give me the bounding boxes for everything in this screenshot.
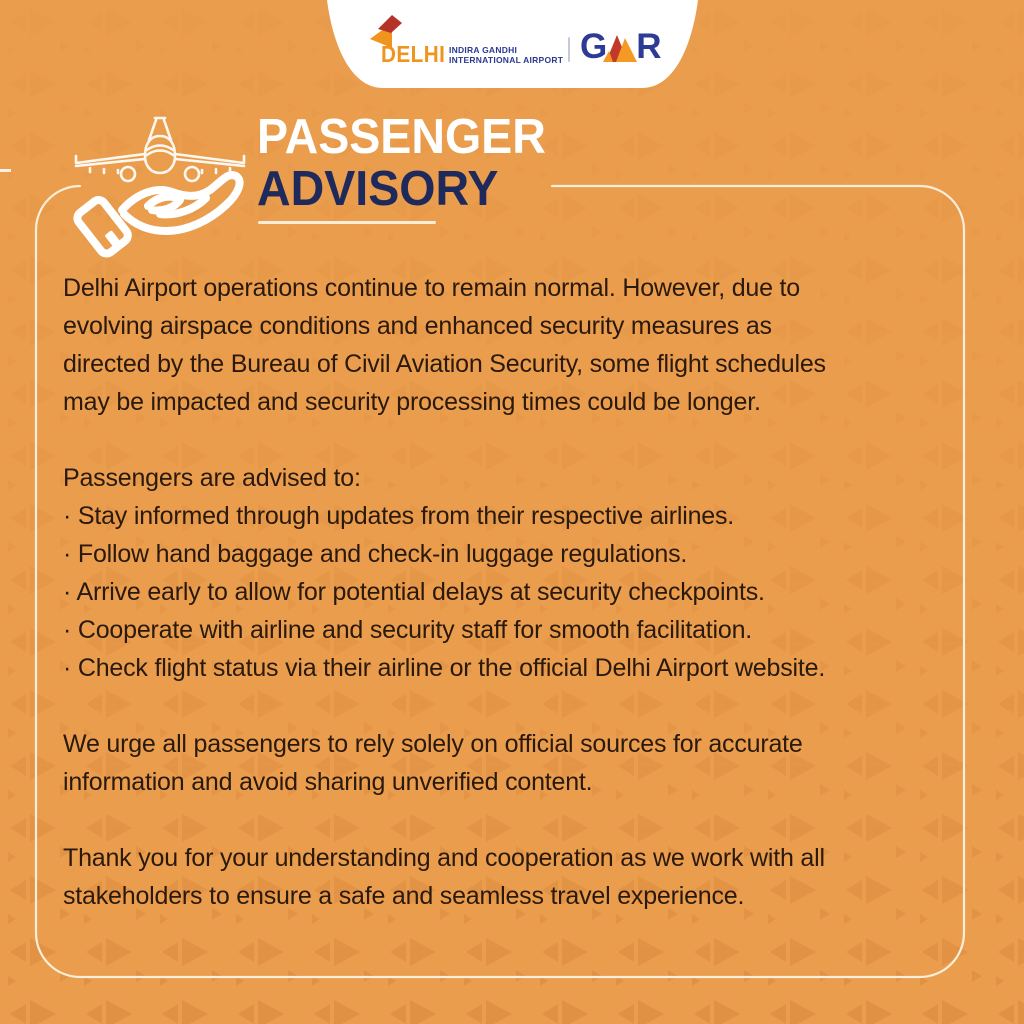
advisory-line: may be impacted and security processing times could be longer. bbox=[63, 388, 761, 416]
gmr-logo bbox=[580, 27, 661, 66]
advisory-line: information and avoid sharing unverified content. bbox=[63, 768, 593, 796]
header-logos bbox=[325, 0, 700, 88]
bullet-item: · Stay informed through updates from their respective airlines. bbox=[63, 502, 735, 530]
intro-paragraph bbox=[63, 269, 826, 421]
advisory-line: We urge all passengers to rely solely on official sources for accurate bbox=[63, 730, 803, 758]
gmr-letter-g: G bbox=[580, 27, 607, 66]
gmr-mountain-icon bbox=[603, 31, 639, 62]
delhi-logo-subtitle bbox=[449, 46, 563, 65]
bullet-item: · Arrive early to allow for potential delays at security checkpoints. bbox=[63, 578, 765, 606]
official-sources-paragraph bbox=[63, 725, 826, 801]
gmr-letter-r: R bbox=[636, 27, 661, 66]
thanks-paragraph bbox=[63, 839, 826, 915]
list-heading: Passengers are advised to: bbox=[63, 464, 361, 492]
advisory-line: Thank you for your understanding and cooperation as we work with all bbox=[63, 844, 825, 872]
left-edge-dash bbox=[0, 169, 11, 172]
title-underline bbox=[258, 221, 436, 224]
delhi-logo-text: DELHI bbox=[381, 41, 446, 67]
advisory-line: directed by the Bureau of Civil Aviation Security, some flight schedules bbox=[63, 350, 826, 378]
bullet-item: · Follow hand baggage and check-in luggage regulations. bbox=[63, 540, 688, 568]
page-title-line2: ADVISORY bbox=[257, 162, 499, 216]
advice-list bbox=[63, 459, 826, 687]
delhi-subtitle-line1: INDIRA GANDHI bbox=[449, 45, 518, 55]
bullet-item: · Check flight status via their airline or the official Delhi Airport website. bbox=[63, 654, 826, 682]
plane-in-hand-icon bbox=[60, 108, 252, 270]
delhi-subtitle-line2: INTERNATIONAL AIRPORT bbox=[449, 54, 564, 65]
advisory-body bbox=[63, 269, 826, 915]
advisory-line: evolving airspace conditions and enhanced security measures as bbox=[63, 312, 772, 340]
logo-divider bbox=[568, 37, 570, 62]
page-title-line1: PASSENGER bbox=[257, 110, 546, 164]
advisory-line: Delhi Airport operations continue to remain normal. However, due to bbox=[63, 274, 801, 302]
bullet-item: · Cooperate with airline and security staff for smooth facilitation. bbox=[63, 616, 753, 644]
advisory-line: stakeholders to ensure a safe and seamless travel experience. bbox=[63, 882, 745, 910]
